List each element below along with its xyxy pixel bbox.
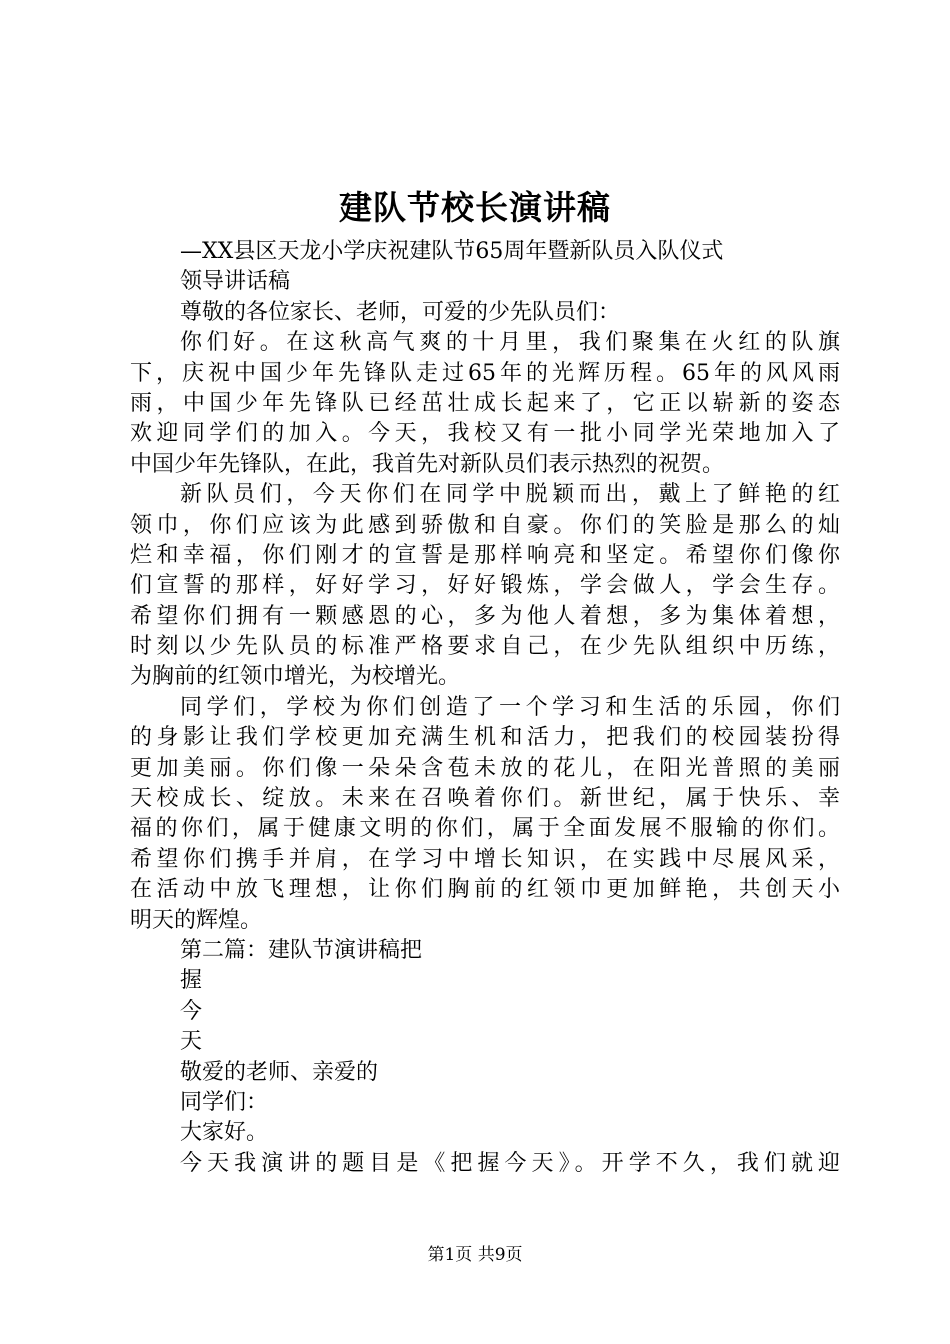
text-line: 尊敬的各位家长、老师，可爱的少先队员们： [180, 299, 621, 325]
page-footer: 第1页 共9页 [427, 1245, 523, 1265]
text-line: 同学们，学校为你们创造了一个学习和生活的乐园，你们 [180, 694, 840, 720]
text-line: 们宣誓的那样，好好学习，好好锻炼，学会做人，学会生存。 [130, 573, 840, 599]
text-line: 福的你们，属于健康文明的你们，属于全面发展不服输的你们。 [130, 816, 840, 842]
text-line: 为胸前的红领巾增光，为校增光。 [130, 664, 461, 690]
text-line: 的身影让我们学校更加充满生机和活力，把我们的校园装扮得 [130, 725, 840, 751]
text-line: 今 [180, 998, 203, 1024]
text-line: 雨，中国少年先锋队已经茁壮成长起来了，它正以崭新的姿态 [130, 390, 840, 416]
text-line: 欢迎同学们的加入。今天，我校又有一批小同学光荣地加入了 [130, 421, 840, 447]
text-line: 同学们： [180, 1089, 269, 1115]
document-title: 建队节校长演讲稿 [339, 188, 611, 227]
text-line: —XX县区天龙小学庆祝建队节65周年暨新队员入队仪式 [180, 239, 724, 264]
text-line: 今天我演讲的题目是《把握今天》。开学不久，我们就迎 [180, 1150, 840, 1176]
text-line: 第二篇：建队节演讲稿把 [180, 937, 423, 963]
text-line: 更加美丽。你们像一朵朵含苞未放的花儿，在阳光普照的美丽 [130, 755, 840, 781]
text-line: 握 [180, 968, 203, 994]
text-line: 天 [180, 1029, 203, 1055]
text-line: 领巾，你们应该为此感到骄傲和自豪。你们的笑脸是那么的灿 [130, 512, 840, 538]
text-line: 大家好。 [180, 1120, 269, 1146]
text-line: 时刻以少先队员的标准严格要求自己，在少先队组织中历练， [130, 634, 840, 660]
text-line: 领导讲话稿 [180, 269, 291, 295]
text-line: 明天的辉煌。 [130, 907, 263, 933]
text-line: 你们好。在这秋高气爽的十月里，我们聚集在火红的队旗 [180, 330, 840, 356]
text-line: 在活动中放飞理想，让你们胸前的红领巾更加鲜艳，共创天小 [130, 877, 840, 903]
text-line: 希望你们携手并肩，在学习中增长知识，在实践中尽展风采， [130, 846, 840, 872]
text-line: 中国少年先锋队，在此，我首先对新队员们表示热烈的祝贺。 [130, 451, 725, 477]
text-line: 下，庆祝中国少年先锋队走过65年的光辉历程。65年的风风雨 [130, 360, 840, 386]
text-line: 天校成长、绽放。未来在召唤着你们。新世纪，属于快乐、幸 [130, 786, 840, 812]
text-line: 新队员们，今天你们在同学中脱颖而出，戴上了鲜艳的红 [180, 482, 840, 508]
text-line: 希望你们拥有一颗感恩的心，多为他人着想，多为集体着想， [130, 603, 840, 629]
text-line: 敬爱的老师、亲爱的 [180, 1059, 379, 1085]
document-body [130, 237, 840, 1179]
text-line: 烂和幸福，你们刚才的宣誓是那样响亮和坚定。希望你们像你 [130, 542, 840, 568]
